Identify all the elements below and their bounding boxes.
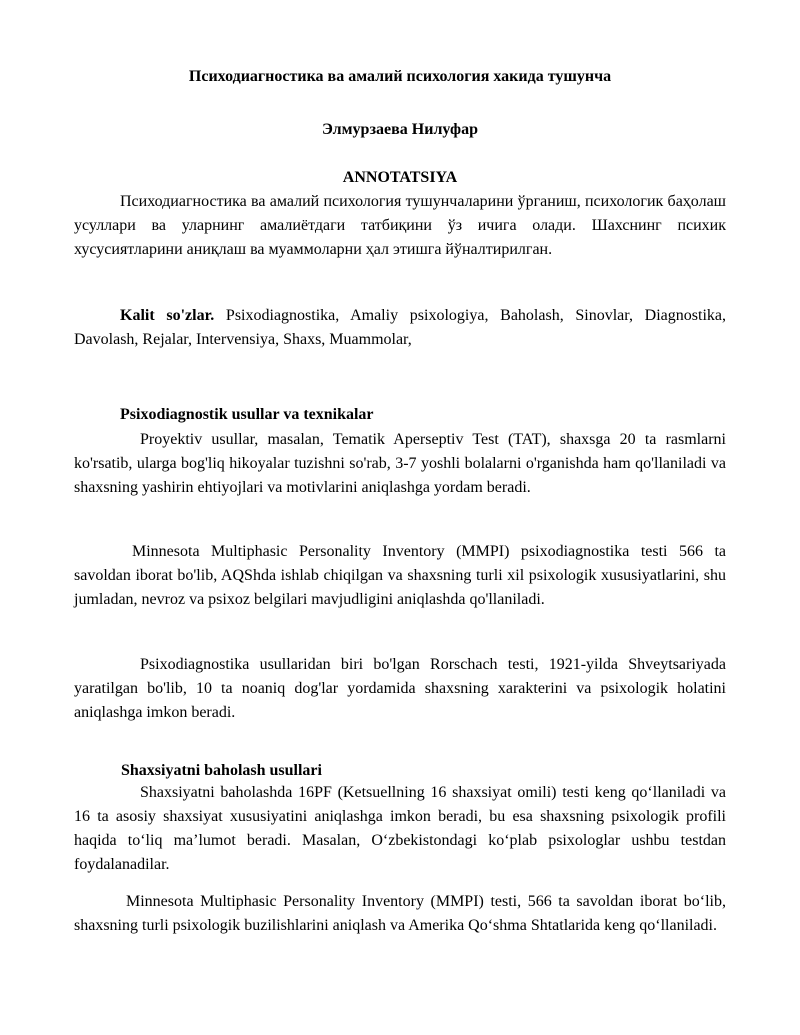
author-name: Элмурзаева Нилуфар (322, 121, 478, 138)
annotation-paragraph: Психодиагностика ва амалий психология тушунчаларини ўрганиш, психологик баҳолаш усуллари ва уларнинг амалиётдаги татбиқини ўз ичига олади. Шахснинг психик хусусиятларини аниқлаш ва муаммоларни ҳал этишга йўналтирилган. (74, 193, 726, 258)
paragraph-rorschach-test: Psixodiagnostika usullaridan biri bo'lgan Rorschach testi, 1921-yilda Shveytsariyada yaratilgan bo'lib, 10 ta noaniq dog'lar yordamida shaxsning xarakterini va psixologik holatini aniqlashga imkon beradi. (74, 656, 726, 721)
keywords-paragraph (74, 304, 726, 352)
paragraph-mmpi-test: Minnesota Multiphasic Personality Inventory (MMPI) psixodiagnostika testi 566 ta savoldan iborat bo'lib, AQShda ishlab chiqilgan va shaxsning turli xil psixologik xususiyatlarini, shu jumladan, nevroz va psixoz belgilari mavjudligini aniqlashda qo'llaniladi. (74, 543, 726, 608)
section-heading-techniques: Psixodiagnostik usullar va texnikalar (120, 406, 374, 423)
keywords-label: Kalit so'zlar. (120, 307, 215, 324)
paragraph-projective-methods: Proyektiv usullar, masalan, Tematik Aperseptiv Test (TAT), shaxsga 20 ta rasmlarni ko'rsatib, ularga bog'liq hikoyalar tuzishni so'rab, 3-7 yoshli bolalarni o'rganishda ham qo'llaniladi va shaxsning yashirin ehtiyojlari va motivlarini aniqlashga yordam beradi. (74, 431, 726, 496)
paragraph-16pf-test: Shaxsiyatni baholashda 16PF (Ketsuellning 16 shaxsiyat omili) testi keng qo‘llaniladi va 16 ta asosiy shaxsiyat xususiyatini aniqlashga imkon beradi, bu esa shaxsning psixologik profili haqida to‘liq ma’lumot beradi. Masalan, O‘zbekistondagi ko‘plab psixologlar ushbu testdan foydalanadilar. (74, 784, 726, 873)
document-title: Психодиагностика ва амалий психология хакида тушунча (188, 68, 612, 85)
section-heading-personality: Shaxsiyatni baholash usullari (121, 762, 322, 779)
paragraph-mmpi-disorders: Minnesota Multiphasic Personality Inventory (MMPI) testi, 566 ta savoldan iborat bo‘lib, shaxsning turli psixologik buzilishlarini aniqlash va Amerika Qo‘shma Shtatlarida keng qo‘llaniladi. (74, 893, 726, 934)
annotation-heading: ANNOTATSIYA (342, 169, 458, 186)
keywords-list: Psixodiagnostika, Amaliy psixologiya, Baholash, Sinovlar, Diagnostika, Davolash, Rejalar, Intervensiya, Shaxs, Muammolar, (74, 307, 726, 348)
